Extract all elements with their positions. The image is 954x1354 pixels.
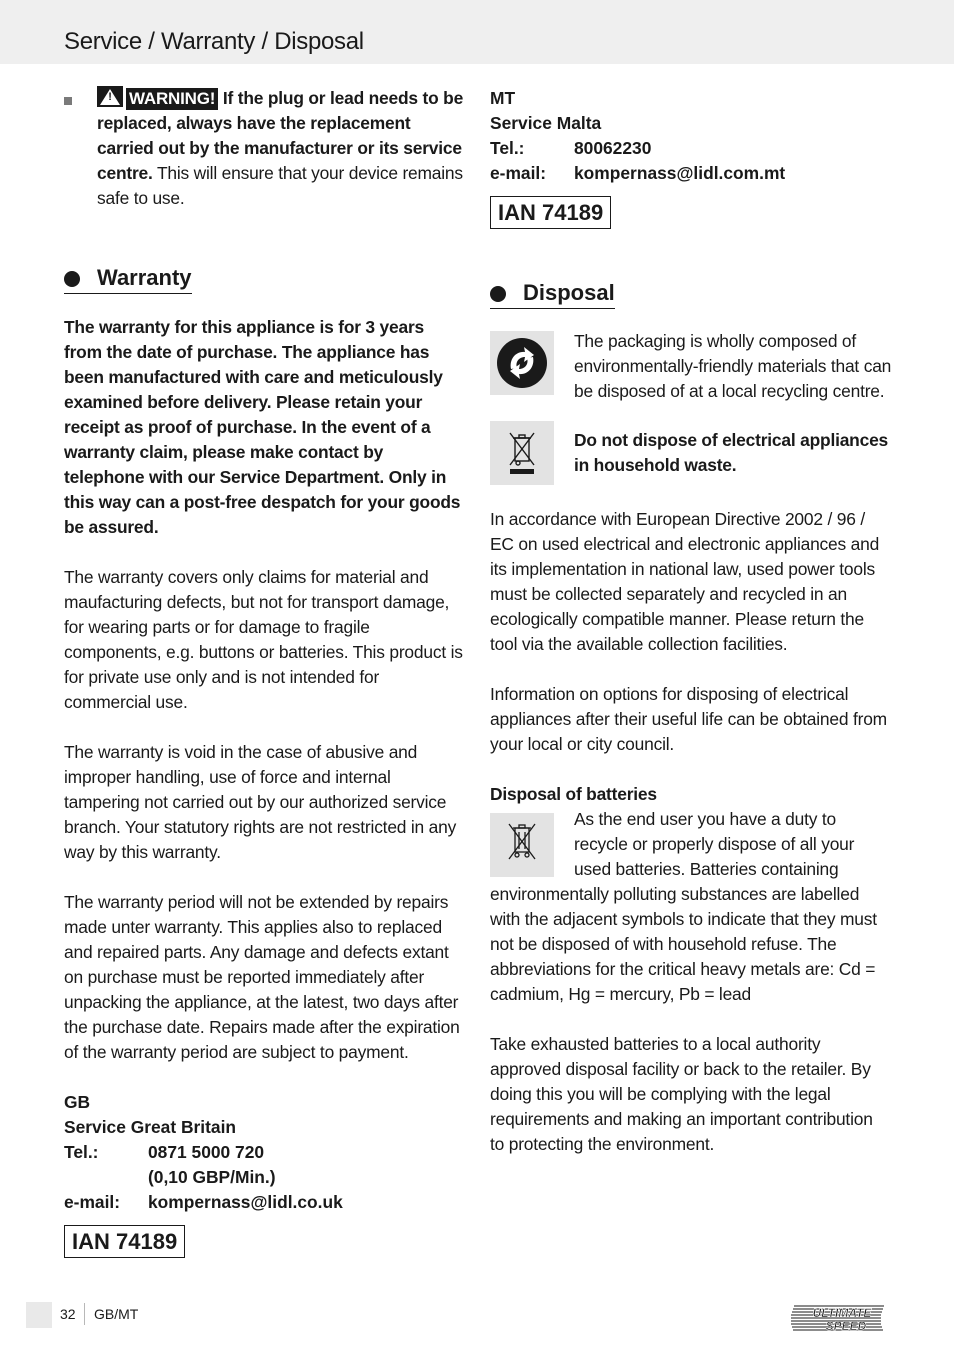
- footer-language: GB/MT: [94, 1306, 139, 1322]
- left-column: [64, 86, 464, 1258]
- exhausted-text: Take exhausted batteries to a local authority approved disposal facility or back to the retailer. By doing this you will be complying with the legal requirements and making an important contribution to protecting the environment.: [490, 1034, 873, 1154]
- weee-block: [490, 421, 890, 493]
- warning-label: WARNING!: [126, 88, 218, 110]
- service-mt-block: [490, 86, 890, 186]
- service-mt-name: Service Malta: [490, 113, 602, 133]
- warranty-heading: [64, 263, 192, 294]
- heading-bullet-icon: [490, 286, 506, 302]
- service-gb-block: [64, 1090, 464, 1215]
- page-header: [0, 0, 954, 64]
- service-gb-tel-rate: (0,10 GBP/Min.): [148, 1167, 276, 1187]
- warranty-heading-text: Warranty: [97, 265, 192, 290]
- heading-bullet-icon: [64, 271, 80, 287]
- footer-marker: [26, 1302, 52, 1328]
- service-gb-country: GB: [64, 1092, 91, 1112]
- packaging-text: The packaging is wholly composed of environmentally-friendly materials that can be disposed of at a local recycling centre.: [574, 331, 892, 401]
- ian-box-gb: IAN 74189: [64, 1225, 185, 1258]
- ian-box-mt: IAN 74189: [490, 196, 611, 229]
- green-dot-recycling-icon: [490, 331, 554, 395]
- service-mt-tel-label: Tel.:: [490, 138, 525, 158]
- disposal-heading: [490, 278, 615, 309]
- weee-text: Do not dispose of electrical appliances in household waste.: [574, 430, 889, 475]
- logo-text-bottom: SPEED: [825, 1319, 867, 1333]
- page-number: 32: [60, 1306, 76, 1322]
- service-gb-name: Service Great Britain: [64, 1117, 237, 1137]
- packaging-block: [490, 331, 890, 421]
- service-gb-tel: 0871 5000 720: [148, 1142, 265, 1162]
- directive-text: In accordance with European Directive 2002 / 96 / EC on used electrical and electronic appliances and its implementation in national law, used power tools must be collected separately and recycled in an ecologically compatible manner. Please return the tool via the available collection facilities.: [490, 509, 880, 654]
- page-title: Service / Warranty / Disposal: [64, 28, 364, 55]
- right-column: [490, 86, 890, 1157]
- crossed-out-bin-icon: [490, 421, 554, 485]
- warranty-para-1: The warranty covers only claims for material and maufacturing defects, but not for transport damage, for wearing parts or for damage to fragile components, e.g. buttons or batteries. This product is for private use only and is not intended for commercial use.: [64, 567, 463, 712]
- warning-normal-text: This will ensure that your device remains safe to use.: [97, 163, 463, 208]
- batteries-text: As the end user you have a duty to recycle or properly dispose of all your used batteries. Batteries containing environmentally polluting substances are labelled with the adjacent symbols to indicate that they must not be disposed of with household refuse. The abbreviations for the critical heavy metals are: Cd = cadmium, Hg = mercury, Pb = lead: [490, 809, 877, 1004]
- ultimate-speed-logo: [790, 1300, 892, 1339]
- crossed-out-bin-battery-icon: [490, 813, 554, 877]
- info-text: Information on options for disposing of electrical appliances after their useful life can be obtained from your local or city council.: [490, 684, 887, 754]
- disposal-heading-text: Disposal: [523, 280, 615, 305]
- warranty-intro: The warranty for this appliance is for 3 years from the date of purchase. The appliance has been manufactured with care and meticulously examined before delivery. Please retain your receipt as proof of purchase. In the event of a warranty claim, please make contact by telephone with our Service Department. Only in this way can a post-free despatch for your goods be assured.: [64, 317, 461, 537]
- warranty-para-2: The warranty is void in the case of abusive and improper handling, use of force and internal tampering not carried out by our authorized service branch. Your statutory rights are not restricted in any way by this warranty.: [64, 742, 457, 862]
- warning-item: [64, 86, 464, 211]
- service-gb-tel-label: Tel.:: [64, 1142, 99, 1162]
- warning-triangle-icon: !: [97, 86, 123, 107]
- service-mt-email-label: e-mail:: [490, 163, 547, 183]
- service-mt-email[interactable]: kompernass@lidl.com.mt: [574, 163, 786, 183]
- footer-divider: [84, 1303, 85, 1325]
- service-mt-tel: 80062230: [574, 138, 652, 158]
- logo-text-top: ULTIMATE: [812, 1306, 872, 1320]
- service-gb-email-label: e-mail:: [64, 1192, 121, 1212]
- service-gb-email[interactable]: kompernass@lidl.co.uk: [148, 1192, 343, 1212]
- service-mt-country: MT: [490, 88, 516, 108]
- batteries-heading: Disposal of batteries: [490, 784, 657, 804]
- square-bullet-icon: [64, 97, 72, 105]
- warranty-para-3: The warranty period will not be extended by repairs made unter warranty. This applies also to replaced and repaired parts. Any damage and defects extant on purchase must be reported immediately after unpacking the appliance, at the latest, two days after the purchase date. Repairs made after the expiration of the warranty period are subject to payment.: [64, 892, 460, 1062]
- warning-bold-text: If the plug or lead needs to be replaced, always have the replacement carried out by the manufacturer or its service centre.: [97, 88, 464, 183]
- batteries-block: [490, 807, 890, 1007]
